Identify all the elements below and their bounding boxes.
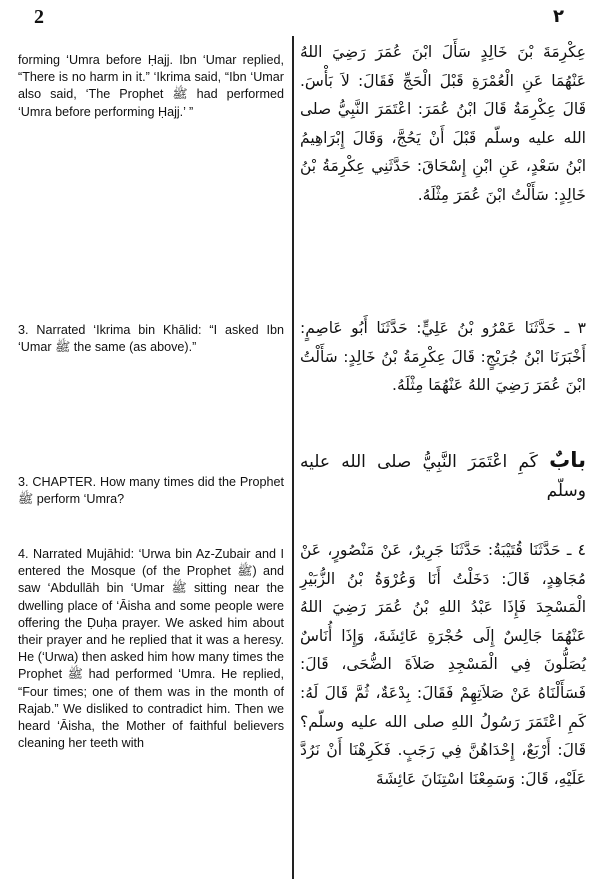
- page-number-right: ٢: [553, 6, 564, 27]
- arabic-chapter-word: بابٌ: [549, 448, 586, 472]
- column-divider: [292, 36, 294, 879]
- english-text-4: 4. Narrated Mujāhid: ‘Urwa bin Az-Zubair and I entered the Mosque (of the Prophet ﷺ) and saw ‘Abdullāh bin ‘Umar ﷺ sitting near the dwelling place of ‘Āisha and some people were offering the Ḍuḥa prayer. We asked him about their prayer and he replied that it was a heresy. He (‘Urwa) then asked him how many times the Prophet ﷺ had performed ‘Umra. He replied, “Four times; one of them was in the month of Rajab.” We disliked to contradict him. Then we heard ‘Āisha, the Mother of faithful believers cleaning her teeth with: [18, 547, 285, 751]
- arabic-paragraph-2: [300, 314, 586, 400]
- english-paragraph-4: [18, 546, 284, 752]
- page-number-left: 2: [34, 6, 44, 28]
- arabic-chapter-text: كَمِ اعْتَمَرَ النَّبِيُّ صلى الله عليه وسلّم: [300, 452, 586, 501]
- arabic-text-1: عِكْرِمَةَ بْنَ خَالِدٍ سَأَلَ ابْنَ عُمَرَ رَضِيَ اللهُ عَنْهُمَا عَنِ الْعُمْرَةِ قَبْلَ الْحَجِّ فَقَالَ: لاَ بَأْسَ. قَالَ عِكْرِمَةُ قَالَ ابْنُ عُمَرَ: اعْتَمَرَ النَّبِيُّ صلى الله عليه وسلّم قَبْلَ أَنْ يَحُجَّ، وَقَالَ إِبْرَاهِيمُ ابْنُ سَعْدٍ، عَنِ ابْنِ إِسْحَاقَ: حَدَّثَنِي عِكْرِمَةُ بْنُ خَالِدٍ: سَأَلْتُ ابْنَ عُمَرَ مِثْلَهُ.: [300, 43, 586, 204]
- english-paragraph-2: [18, 322, 284, 356]
- english-text-1: forming ‘Umra before Ḥajj. Ibn ‘Umar replied, “There is no harm in it.” ‘Ikrima said, “Ibn ‘Umar also said, ‘The Prophet ﷺ had performed ‘Umra before performing Ḥajj.’ ”: [18, 53, 284, 119]
- english-chapter-heading: [18, 474, 284, 508]
- arabic-text-4: ٤ ـ حَدَّثَنَا قُتَيْبَةُ: حَدَّثَنَا جَرِيرٌ، عَنْ مَنْصُورٍ، عَنْ مُجَاهِدٍ، قَالَ: دَخَلْتُ أَنَا وَعُرْوَةُ بْنُ الزُّبَيْرِ الْمَسْجِدَ فَإِذَا عَبْدُ اللهِ بْنُ عُمَرَ رَضِيَ اللهُ عَنْهُمَا جَالِسٌ إِلَى حُجْرَةِ عَائِشَةَ، وَإِذَا أُنَاسٌ يُصَلُّونَ فِي الْمَسْجِدِ صَلاَةَ الضُّحَى، قَالَ: فَسَأَلْنَاهُ عَنْ صَلاَتِهِمْ فَقَالَ: بِدْعَةٌ، ثُمَّ قَالَ لَهُ: كَمِ اعْتَمَرَ رَسُولُ اللهِ صلى الله عليه وسلّم؟ قَالَ: أَرْبَعٌ، إِحْدَاهُنَّ فِي رَجَبٍ. فَكَرِهْنَا أَنْ نَرُدَّ عَلَيْهِ، قَالَ: وَسَمِعْنَا اسْتِنَانَ عَائِشَةَ: [300, 541, 586, 788]
- english-text-2: 3. Narrated ‘Ikrima bin Khālid: “I asked Ibn ‘Umar ﷺ the same (as above).”: [18, 323, 284, 355]
- arabic-paragraph-4: [300, 536, 586, 793]
- arabic-text-2: ٣ ـ حَدَّثَنَا عَمْرُو بْنُ عَلِيٍّ: حَدَّثَنَا أَبُو عَاصِمٍ: أَخْبَرَنَا ابْنُ جُرَيْجٍ: قَالَ عِكْرِمَةُ بْنُ خَالِدٍ: سَأَلْتُ ابْنَ عُمَرَ رَضِيَ اللهُ عَنْهُمَا مِثْلَهُ.: [300, 319, 586, 395]
- english-paragraph-1: [18, 52, 284, 121]
- arabic-paragraph-1: [300, 38, 586, 210]
- english-chapter-text: 3. CHAPTER. How many times did the Prophet ﷺ perform ‘Umra?: [18, 475, 284, 507]
- arabic-chapter-line: [300, 446, 586, 506]
- arabic-chapter-heading: [300, 446, 586, 506]
